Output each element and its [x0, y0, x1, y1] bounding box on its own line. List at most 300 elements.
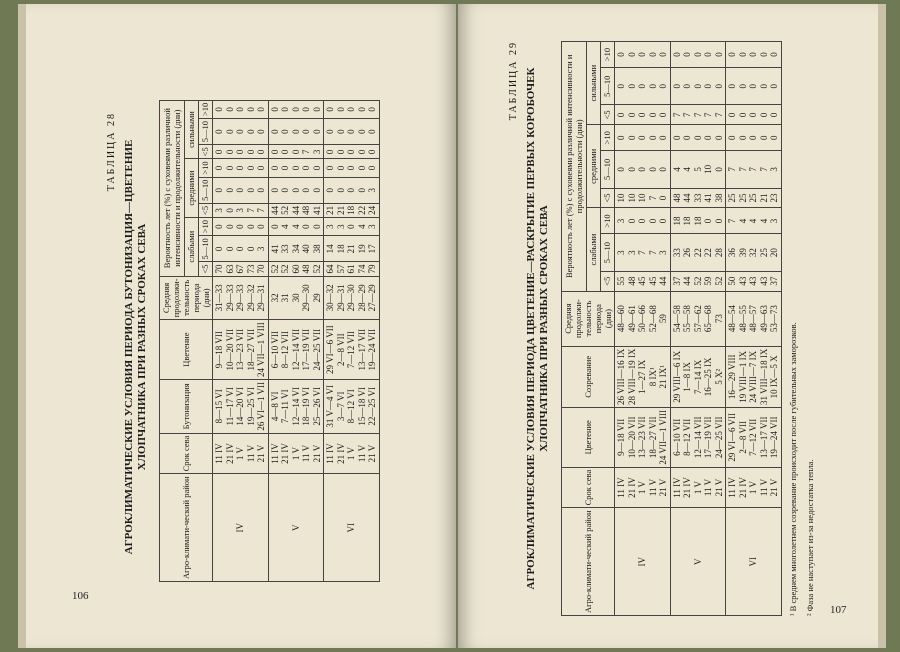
cell-line: 0 — [367, 107, 377, 112]
sub-lt5: <5 — [198, 262, 212, 276]
page-number: 107 — [830, 604, 847, 616]
cell-line: 18 — [671, 216, 682, 226]
cell-line: 0 — [280, 107, 290, 112]
region-cell: V — [268, 474, 324, 582]
cell-line: 41 — [311, 205, 322, 215]
cell-w1 — [324, 262, 380, 276]
cell-line: 0 — [256, 129, 266, 134]
cell-line: 2—8 VII — [335, 333, 346, 366]
cell-line: 0 — [325, 188, 335, 193]
cell-line: 0 — [346, 165, 356, 171]
cell-line: 0 — [647, 83, 658, 89]
cell-line: 7 — [727, 218, 737, 224]
cell-line: 10 — [703, 164, 713, 174]
col-budding: Бутонизация — [160, 379, 213, 433]
cell-line: 8—12 VII — [280, 331, 290, 369]
cell-line: 30—32 — [325, 284, 335, 312]
cell-line: 0 — [703, 52, 713, 57]
cell-line: 48 — [301, 205, 311, 215]
col-probability: Вероятность лет (%) с суховеями различной интенсивности и продолжительности (дни) — [160, 100, 185, 276]
cell-w3 — [324, 217, 380, 235]
cell-line: 18 — [682, 216, 692, 226]
cell-line: 17—19 VII — [703, 416, 713, 459]
cell-line: 57—62 — [692, 305, 703, 333]
cell-line: 0 — [737, 83, 748, 89]
cell-line: 3 — [769, 167, 779, 172]
cell-line: 0 — [346, 224, 356, 229]
cell-line: 9—18 VII — [616, 418, 626, 456]
cell-s1 — [726, 105, 782, 125]
cell-line: 0 — [658, 112, 668, 118]
cell-line: 0 — [214, 129, 224, 134]
cell-line: 55 — [616, 276, 626, 286]
cell-line: 2—8 VII — [737, 421, 748, 454]
cell-m3 — [726, 125, 782, 151]
cell-line: 0 — [748, 83, 758, 89]
cell-line: 21 IV — [280, 443, 290, 464]
cell-line: 20 — [769, 248, 779, 258]
cell-line: 25 — [748, 193, 758, 203]
cell-s3 — [670, 42, 726, 68]
cell-line: 0 — [256, 149, 266, 155]
cell-line: 4 — [748, 218, 758, 224]
footnote-2: ² Фаза не наступает из-за недостатка тепла. — [804, 459, 815, 616]
cell-line: 0 — [224, 107, 235, 112]
cell-line: 0 — [245, 129, 256, 134]
cell-line: 19 — [356, 244, 367, 254]
col-weak: слабыми — [184, 217, 198, 276]
cell-line: 6—10 VII — [671, 418, 682, 456]
cell-line: 21 IV — [224, 443, 235, 464]
cell-line: 0 — [637, 167, 647, 172]
cell-line: 0 — [671, 83, 682, 89]
cell-line: 29—30 — [346, 284, 356, 312]
region-cell: IV — [213, 474, 269, 582]
cell-line: 44 — [658, 276, 668, 286]
sub-gt10: >10 — [600, 208, 614, 234]
cell-line: 31 — [280, 293, 290, 303]
cell-line: 73 — [713, 314, 724, 324]
sub-gt10: >10 — [198, 159, 212, 177]
cell-line: 45 — [647, 276, 658, 286]
cell-line: 48 — [301, 264, 311, 274]
cell-line: 0 — [224, 208, 235, 213]
cell-line: 0 — [269, 129, 280, 134]
cell-line: 0 — [658, 83, 668, 89]
cell-sowing — [268, 433, 324, 474]
cell-line: 0 — [703, 218, 713, 224]
cell-line: 31 VIII—18 IX — [758, 348, 769, 405]
cell-line: 52 — [311, 264, 322, 274]
cell-line: 34 — [290, 244, 301, 254]
cell-m2 — [615, 151, 671, 188]
cell-line: 0 — [637, 135, 647, 141]
cell-line: 3 — [256, 246, 266, 252]
cell-line: 0 — [214, 224, 224, 229]
cell-line: 7 — [682, 112, 692, 118]
cell-line: 21 V — [713, 478, 724, 497]
cell-line: 0 — [637, 218, 647, 224]
cell-line: 14 — [325, 244, 335, 254]
cell-w1 — [726, 271, 782, 291]
cell-line: 21 IV — [626, 477, 637, 498]
cell-s2 — [268, 119, 324, 145]
cell-line: 59 — [658, 314, 668, 324]
cell-line: 39 — [737, 248, 748, 258]
cell-s3 — [615, 42, 671, 68]
cell-line: 10 — [626, 193, 637, 203]
page-edge — [878, 4, 886, 648]
cell-line: 0 — [758, 112, 769, 118]
cell-line: 64 — [325, 264, 335, 274]
table-title: АГРОКЛИМАТИЧЕСКИЕ УСЛОВИЯ ПЕРИОДА ЦВЕТЕНИЕ—РАСКРЫТИЕ ПЕРВЫХ КОРОБОЧЕК ХЛОПЧАТНИКА ПРИ РАЗНЫХ СРОКАХ СЕВА — [525, 67, 550, 590]
cell-line: 0 — [713, 52, 724, 57]
cell-line: 0 — [245, 165, 256, 171]
cell-m3 — [615, 125, 671, 151]
cell-line: 21 V — [311, 444, 322, 463]
sub-lt5: <5 — [198, 145, 212, 159]
col-strong: сильными — [586, 42, 600, 125]
cell-line: 31 V—4 VI — [325, 384, 335, 428]
cell-duration — [726, 291, 782, 346]
cell-line: 38 — [713, 193, 724, 203]
cell-line: 55—58 — [682, 305, 692, 333]
table-caption: ТАБЛИЦА 29 — [508, 41, 519, 121]
cell-line: 37 — [671, 276, 682, 286]
cell-line: 10 — [637, 193, 647, 203]
cell-line: 44 — [682, 193, 692, 203]
cell-line: 18 — [335, 244, 346, 254]
cell-line: 0 — [682, 135, 692, 141]
cell-s1 — [670, 105, 726, 125]
cell-line: 52 — [269, 264, 280, 274]
cell-line: 19 VIII—1 IX — [737, 350, 748, 403]
cell-line: 4 — [737, 218, 748, 224]
cell-line: 7 — [301, 149, 311, 155]
cell-line: 24 — [367, 205, 377, 215]
table-body — [213, 100, 380, 581]
cell-line: 0 — [335, 188, 346, 193]
cell-line: 0 — [335, 129, 346, 134]
cell-line: 29—33 — [235, 284, 245, 312]
table-row — [213, 100, 269, 581]
cell-line: 49—61 — [626, 305, 637, 333]
sub-lt5: <5 — [600, 188, 614, 208]
cell-line: 7—12 VII — [748, 418, 758, 456]
cell-line: 31—33 — [214, 284, 224, 312]
cell-line: 0 — [290, 188, 301, 193]
cell-flowering — [268, 320, 324, 380]
cell-line: 0 — [301, 107, 311, 112]
region-cell: V — [670, 508, 726, 616]
cell-line: 26 VI—1 VII — [256, 381, 266, 431]
cell-line: 0 — [727, 83, 737, 89]
cell-duration — [615, 291, 671, 346]
cell-line: 1 V — [692, 480, 703, 495]
cell-line: 0 — [214, 165, 224, 171]
cell-line: 0 — [245, 107, 256, 112]
cell-line: 30 — [290, 293, 301, 303]
cell-ripening — [726, 346, 782, 407]
cell-line: 22 — [356, 205, 367, 215]
cell-line: 24 VII—1 VIII — [256, 322, 266, 377]
cell-s1 — [268, 145, 324, 159]
cell-line: 8 IX¹ — [647, 367, 658, 387]
cell-m1 — [213, 203, 269, 217]
cell-s2 — [615, 68, 671, 105]
table-row — [268, 100, 324, 581]
cell-w3 — [213, 217, 269, 235]
cell-line: 0 — [727, 135, 737, 141]
cell-line: 8—15 VI — [214, 389, 224, 424]
cell-line: 4 — [290, 224, 301, 229]
cell-line: 5 — [692, 167, 703, 172]
cell-line: 7 — [647, 250, 658, 255]
col-medium: средними — [586, 125, 600, 208]
cell-line: 0 — [224, 149, 235, 155]
cell-line: 10—20 VII — [224, 328, 235, 371]
cell-line: 0 — [311, 165, 322, 171]
cell-line: 29 VI—6 VII — [727, 412, 737, 462]
cell-line: 21 IV — [335, 443, 346, 464]
cell-line: 11 IV — [269, 443, 280, 464]
col-ripening: Созревание — [562, 346, 615, 407]
cell-s2 — [324, 119, 380, 145]
cell-line: 0 — [301, 129, 311, 134]
cell-line: 41 — [269, 244, 280, 254]
cell-w1 — [268, 262, 324, 276]
cell-line: 12—14 VI — [290, 387, 301, 426]
cell-line: 0 — [235, 149, 245, 155]
cell-line: 44 — [682, 276, 692, 286]
cell-line: 7 — [647, 195, 658, 201]
cell-budding — [268, 379, 324, 433]
cell-line: 13—23 VII — [235, 328, 245, 371]
cell-line: 16—25 IX — [703, 357, 713, 397]
cell-line: 0 — [647, 52, 658, 57]
cell-line: 0 — [758, 83, 769, 89]
cell-line: 3 — [311, 149, 322, 155]
cell-w2 — [268, 236, 324, 262]
cell-line: 3 — [658, 250, 668, 255]
cell-m3 — [324, 159, 380, 177]
cell-line: 50 — [727, 276, 737, 286]
cell-line: 70 — [214, 264, 224, 274]
cell-line: 70 — [256, 264, 266, 274]
cell-line: 0 — [235, 188, 245, 193]
cell-line: 74 — [356, 264, 367, 274]
cell-line: 57 — [335, 264, 346, 274]
sub-5-10: 5—10 — [198, 236, 212, 262]
cell-w1 — [213, 262, 269, 276]
cell-line: 11 V — [647, 478, 658, 497]
cell-line: 0 — [713, 83, 724, 89]
cell-line: 0 — [269, 188, 280, 193]
cell-line: 52 — [692, 276, 703, 286]
cell-line: 11 V — [703, 478, 713, 497]
cell-line: 19—24 VII — [769, 416, 779, 459]
cell-line: 0 — [758, 135, 769, 141]
cell-line: 16—29 VIII — [727, 354, 737, 400]
cell-line: 24 VII—1 VIII — [658, 409, 668, 465]
cell-line: 0 — [245, 246, 256, 252]
cell-line: 0 — [769, 135, 779, 141]
cell-line: 0 — [224, 165, 235, 171]
cell-line: 14—20 VI — [235, 387, 245, 426]
cell-line: 67 — [235, 264, 245, 274]
cell-line: 29 VI—6 VII — [325, 325, 335, 374]
cell-line: 0 — [235, 129, 245, 134]
cell-line: 0 — [637, 112, 647, 118]
cell-w2 — [324, 236, 380, 262]
cell-line: 24 VIII—7 IX — [748, 350, 758, 403]
cell-line: 7 — [713, 112, 724, 118]
cell-line: 7 — [748, 167, 758, 172]
cell-line: 21 IX¹ — [658, 365, 668, 389]
cell-line: 11 IV — [671, 477, 682, 498]
sub-5-10: 5—10 — [198, 177, 212, 203]
table-title: АГРОКЛИМАТИЧЕСКИЕ УСЛОВИЯ ПЕРИОДА БУТОНИЗАЦИЯ—ЦВЕТЕНИЕ ХЛОПЧАТНИКА ПРИ РАЗНЫХ СРОКАХ СЕВА — [123, 139, 148, 555]
cell-w2 — [213, 236, 269, 262]
cell-line: 22—25 VI — [367, 387, 377, 426]
cell-line: 43 — [748, 276, 758, 286]
sub-lt5: <5 — [600, 271, 614, 291]
cell-line: 5 X² — [713, 368, 724, 385]
cell-line: 0 — [671, 135, 682, 141]
cell-line: 0 — [616, 112, 626, 118]
cell-line: 0 — [224, 246, 235, 252]
cell-w3 — [615, 208, 671, 234]
cell-line: 0 — [658, 167, 668, 172]
cell-line: 52—68 — [647, 305, 658, 333]
cell-line: 7 — [758, 167, 769, 172]
cell-duration — [268, 276, 324, 320]
cell-line: 0 — [245, 149, 256, 155]
footnote-1: ¹ В среднем многолетнем созревание происходит после губительных заморозков. — [787, 322, 798, 616]
cell-line: 0 — [335, 165, 346, 171]
cell-line: 0 — [311, 107, 322, 112]
cell-line: 7 — [245, 208, 256, 213]
table-row — [324, 100, 380, 581]
cell-line: 21 — [335, 205, 346, 215]
cell-line: 29—32 — [245, 284, 256, 312]
region-cell: IV — [615, 508, 671, 616]
cell-line: 45 — [637, 276, 647, 286]
cell-duration — [324, 276, 380, 320]
cell-line: 1—27 IX — [637, 359, 647, 394]
cell-line: 0 — [224, 188, 235, 193]
cell-line: 21 V — [367, 444, 377, 463]
cell-line: 17 — [367, 244, 377, 254]
cell-line: 7 — [256, 208, 266, 213]
cell-line: 0 — [325, 149, 335, 155]
col-sowing: Срок сева — [160, 433, 213, 474]
cell-m3 — [213, 159, 269, 177]
cell-line: 0 — [346, 188, 356, 193]
cell-line: 0 — [346, 129, 356, 134]
cell-line: 11 IV — [214, 443, 224, 464]
sub-5-10: 5—10 — [198, 119, 212, 145]
cell-w1 — [670, 271, 726, 291]
cell-line: 1 V — [637, 480, 647, 495]
cell-line: 0 — [325, 107, 335, 112]
cell-line: 0 — [269, 107, 280, 112]
cell-line: 0 — [616, 52, 626, 57]
cell-s1 — [213, 145, 269, 159]
cell-line: 3 — [335, 224, 346, 229]
cell-line: 7—14 IX — [692, 359, 703, 394]
cell-line: 37 — [769, 276, 779, 286]
cell-m2 — [726, 151, 782, 188]
cell-sowing — [213, 433, 269, 474]
table-caption: ТАБЛИЦА 28 — [106, 112, 117, 192]
col-medium: средними — [184, 159, 198, 218]
cell-line: 25 — [758, 248, 769, 258]
cell-line: 27—29 — [367, 284, 377, 312]
cell-line: 23 — [769, 193, 779, 203]
cell-line: 0 — [356, 188, 367, 193]
cell-line: 0 — [290, 165, 301, 171]
cell-line: 0 — [235, 165, 245, 171]
cell-flowering — [615, 407, 671, 467]
cell-flowering — [726, 407, 782, 467]
col-region: Агро-климати-ческий район — [562, 508, 615, 616]
cell-line: 24—25 VII — [713, 416, 724, 459]
cell-line: 8—12 VI — [346, 389, 356, 424]
cell-line: 10 — [616, 193, 626, 203]
table-body — [615, 42, 782, 616]
cell-m2 — [213, 177, 269, 203]
cell-line: 11 IV — [325, 443, 335, 464]
cell-line: 0 — [356, 107, 367, 112]
cell-line: 0 — [290, 129, 301, 134]
cell-line: 6—10 VII — [269, 331, 280, 369]
cell-line: 0 — [367, 129, 377, 134]
cell-line: 29—33 — [224, 284, 235, 312]
cell-line: 4 — [758, 218, 769, 224]
cell-line: 48 — [626, 276, 637, 286]
cell-line: 0 — [280, 149, 290, 155]
cell-line: 38 — [311, 244, 322, 254]
cell-line: 48 — [671, 193, 682, 203]
cell-line: 0 — [692, 135, 703, 141]
cell-line: 0 — [235, 224, 245, 229]
sub-gt10: >10 — [198, 217, 212, 235]
cell-line: 3 — [616, 250, 626, 255]
cell-line: 21 V — [658, 478, 668, 497]
cell-flowering — [324, 320, 380, 380]
col-duration: Средняя продолжи-тельность периода (дни) — [160, 276, 213, 320]
cell-line: 3 — [325, 224, 335, 229]
cell-line: 0 — [737, 52, 748, 57]
cell-line: 18 — [692, 216, 703, 226]
cell-line: 11 V — [758, 478, 769, 497]
cell-line: 48—60 — [616, 305, 626, 333]
cell-line: 24—25 VII — [311, 328, 322, 371]
cell-w3 — [268, 217, 324, 235]
cell-line: 0 — [727, 112, 737, 118]
cell-line: 0 — [346, 149, 356, 155]
col-sowing: Срок сева — [562, 467, 615, 508]
cell-m1 — [324, 203, 380, 217]
sub-5-10: 5—10 — [600, 234, 614, 271]
cell-line: 15—18 VI — [356, 387, 367, 426]
table-row — [615, 42, 671, 616]
cell-line: 11 V — [356, 444, 367, 463]
cell-duration — [213, 276, 269, 320]
cell-line: 7 — [703, 112, 713, 118]
cell-line: 1 V — [235, 446, 245, 461]
